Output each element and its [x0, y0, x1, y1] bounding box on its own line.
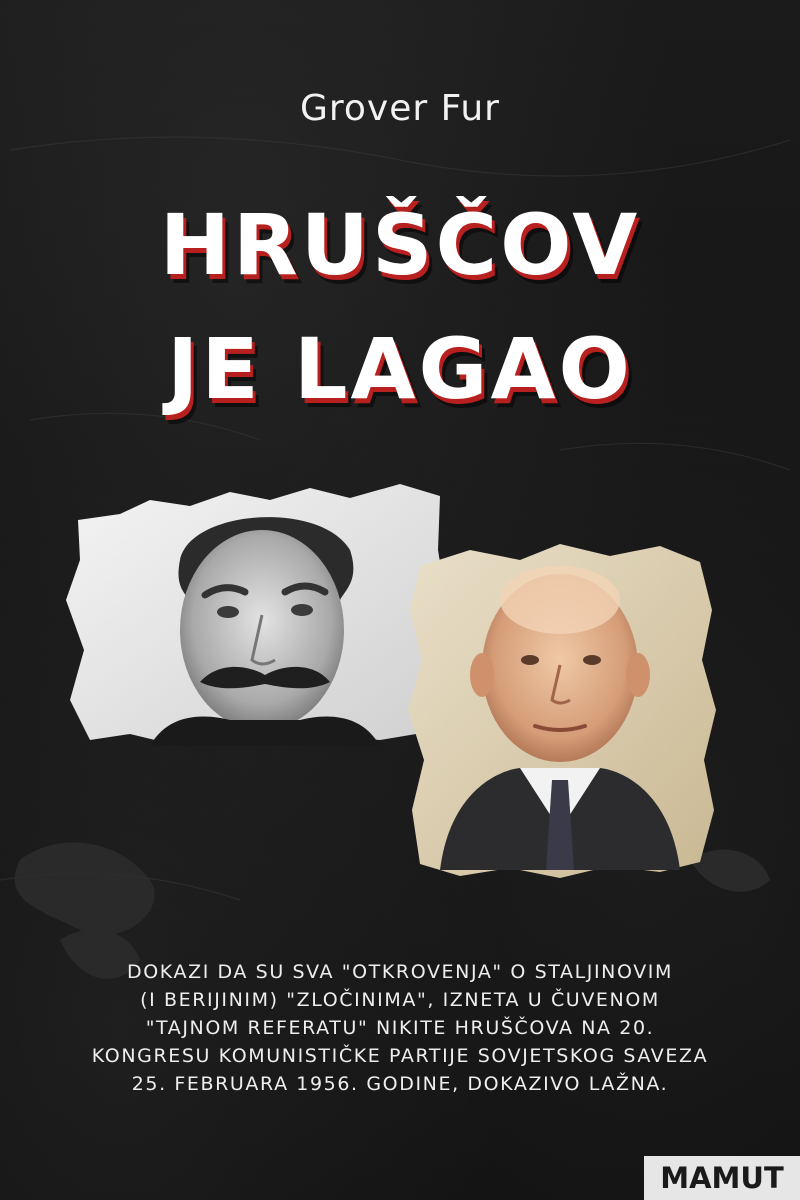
description-line: DOKAZI DA SU SVA "OTKROVENJA" O STALJINOVIM — [126, 961, 674, 983]
book-description — [40, 958, 760, 1098]
description-line: KONGRESU KOMUNISTIČKE PARTIJE SOVJETSKOG SAVEZA — [91, 1045, 709, 1067]
description-line: "TAJNOM REFERATU" NIKITE HRUŠČOVA NA 20. — [145, 1017, 655, 1039]
right-portrait — [408, 544, 716, 878]
publisher-logo — [644, 1156, 800, 1200]
book-title-line-1: HRUŠČOV — [159, 196, 641, 294]
description-line: (I BERIJINIM) "ZLOČINIMA", IZNETA U ČUVENOM — [140, 989, 660, 1011]
description-line: 25. FEBRUARA 1956. GODINE, DOKAZIVO LAŽNA. — [131, 1073, 669, 1095]
portraits-illustration — [0, 470, 800, 910]
book-title-line-2: JE LAGAO — [167, 320, 633, 418]
left-portrait — [66, 484, 446, 746]
author-name: Grover Fur — [300, 88, 500, 129]
publisher-logo-text: MAMUT — [660, 1161, 784, 1195]
